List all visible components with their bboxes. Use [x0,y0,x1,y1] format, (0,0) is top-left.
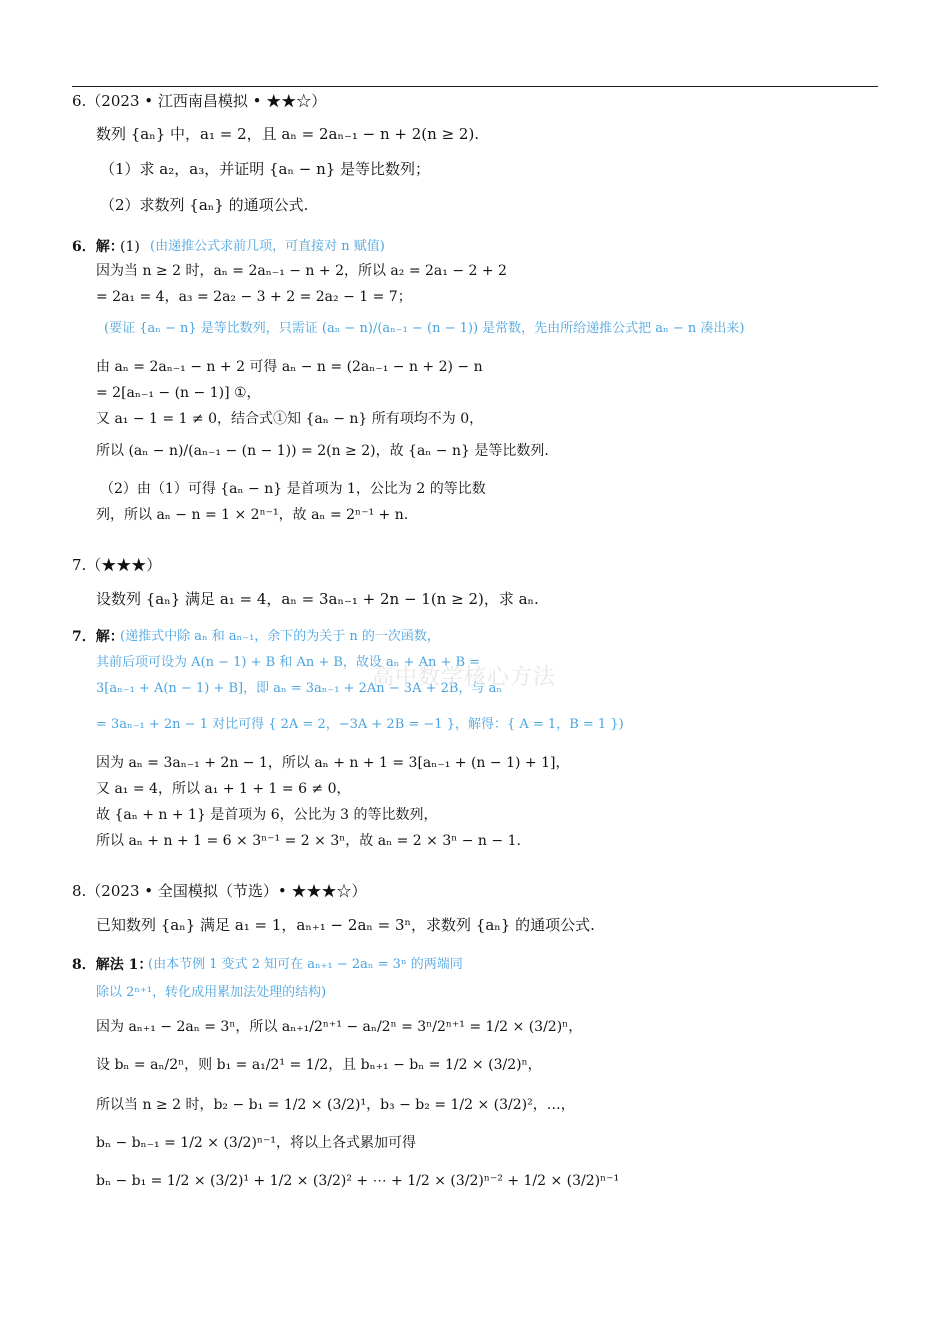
s6-n1: (由递推公式求前几项，可直接对 n 赋值) [150,239,385,254]
s7-n2: 其前后项可设为 A(n − 1) + B 和 An + B，故设 aₙ + An + B = [96,655,481,670]
s6-t1: (1) [120,239,140,255]
p6-header: 6.（2023 • 江西南昌模拟 • ★★☆） [72,92,327,110]
s6-l7: （2）由（1）可得 {aₙ − n} 是首项为 1，公比为 2 的等比数 [100,481,486,497]
watermark: 高中数学核心方法 [372,665,557,690]
p6-q1: （1）求 a₂，a₃，并证明 {aₙ − n} 是等比数列； [100,160,431,178]
s6-l4: = 2[aₙ₋₁ − (n − 1)] ①， [96,385,261,401]
s7-l2: 又 a₁ = 4，所以 a₁ + 1 + 1 = 6 ≠ 0， [96,781,351,797]
s6-l3: 由 aₙ = 2aₙ₋₁ − n + 2 可得 aₙ − n = (2aₙ₋₁ − n + 2) − n [96,359,483,375]
p6-stmt: 数列 {aₙ} 中，a₁ = 2，且 aₙ = 2aₙ₋₁ − n + 2(n ≥ 2). [96,125,480,143]
s7-title: 7．解： [72,629,124,645]
s7-n1: (递推式中除 aₙ 和 aₙ₋₁，余下的为关于 n 的一次函数， [120,629,440,644]
p8-header: 8.（2023 • 全国模拟（节选）• ★★★☆） [72,882,367,900]
top-rule [72,86,878,87]
s6-n2: (要证 {aₙ − n} 是等比数列，只需证 (aₙ − n)/(aₙ₋₁ − (n − 1)) 是常数，先由所给递推公式把 aₙ − n 凑出来) [104,321,745,336]
s8-l2: 设 bₙ = aₙ/2ⁿ，则 b₁ = a₁/2¹ = 1/2，且 bₙ₊₁ − bₙ = 1/2 × (3/2)ⁿ， [96,1057,542,1073]
s7-l1: 因为 aₙ = 3aₙ₋₁ + 2n − 1，所以 aₙ + n + 1 = 3[aₙ₋₁ + (n − 1) + 1]， [96,755,570,771]
s6-title: 6．解： [72,239,124,255]
p7-header: 7.（★★★） [72,556,162,574]
s7-l3: 故 {aₙ + n + 1} 是首项为 6，公比为 3 的等比数列， [96,807,438,823]
s6-l6: 所以 (aₙ − n)/(aₙ₋₁ − (n − 1)) = 2(n ≥ 2)，故 {aₙ − n} 是等比数列. [96,443,549,459]
s7-n3: 3[aₙ₋₁ + A(n − 1) + B]，即 aₙ = 3aₙ₋₁ + 2An − 3A + 2B，与 aₙ [96,681,502,696]
s8-title: 8．解法 1： [72,957,153,973]
s8-l5: bₙ − b₁ = 1/2 × (3/2)¹ + 1/2 × (3/2)² + ⋯ + 1/2 × (3/2)ⁿ⁻² + 1/2 × (3/2)ⁿ⁻¹ [96,1173,620,1189]
p8-stmt: 已知数列 {aₙ} 满足 a₁ = 1，aₙ₊₁ − 2aₙ = 3ⁿ，求数列 {aₙ} 的通项公式. [96,916,595,934]
s8-l3: 所以当 n ≥ 2 时，b₂ − b₁ = 1/2 × (3/2)¹，b₃ − b₂ = 1/2 × (3/2)²，…， [96,1097,575,1113]
p7-stmt: 设数列 {aₙ} 满足 a₁ = 4，aₙ = 3aₙ₋₁ + 2n − 1(n ≥ 2)，求 aₙ. [96,590,539,608]
p6-q2: （2）求数列 {aₙ} 的通项公式. [100,196,309,214]
s7-l4: 所以 aₙ + n + 1 = 6 × 3ⁿ⁻¹ = 2 × 3ⁿ，故 aₙ = 2 × 3ⁿ − n − 1. [96,833,521,849]
s6-l2: = 2a₁ = 4，a₃ = 2a₂ − 3 + 2 = 2a₂ − 1 = 7； [96,289,412,305]
s7-n4: = 3aₙ₋₁ + 2n − 1 对比可得 { 2A = 2，−3A + 2B = −1 }，解得：{ A = 1，B = 1 }) [96,717,624,732]
s8-n1: (由本节例 1 变式 2 知可在 aₙ₊₁ − 2aₙ = 3ⁿ 的两端同 [148,957,463,972]
s8-l1: 因为 aₙ₊₁ − 2aₙ = 3ⁿ，所以 aₙ₊₁/2ⁿ⁺¹ − aₙ/2ⁿ = 3ⁿ/2ⁿ⁺¹ = 1/2 × (3/2)ⁿ， [96,1019,583,1035]
s8-n2: 除以 2ⁿ⁺¹，转化成用累加法处理的结构) [96,985,327,1000]
s6-l8: 列，所以 aₙ − n = 1 × 2ⁿ⁻¹，故 aₙ = 2ⁿ⁻¹ + n. [96,507,409,523]
s6-l5: 又 a₁ − 1 = 1 ≠ 0，结合式①知 {aₙ − n} 所有项均不为 0， [96,411,484,427]
s6-l1: 因为当 n ≥ 2 时，aₙ = 2aₙ₋₁ − n + 2，所以 a₂ = 2a₁ − 2 + 2 [96,263,507,279]
s8-l4: bₙ − bₙ₋₁ = 1/2 × (3/2)ⁿ⁻¹，将以上各式累加可得 [96,1135,416,1151]
